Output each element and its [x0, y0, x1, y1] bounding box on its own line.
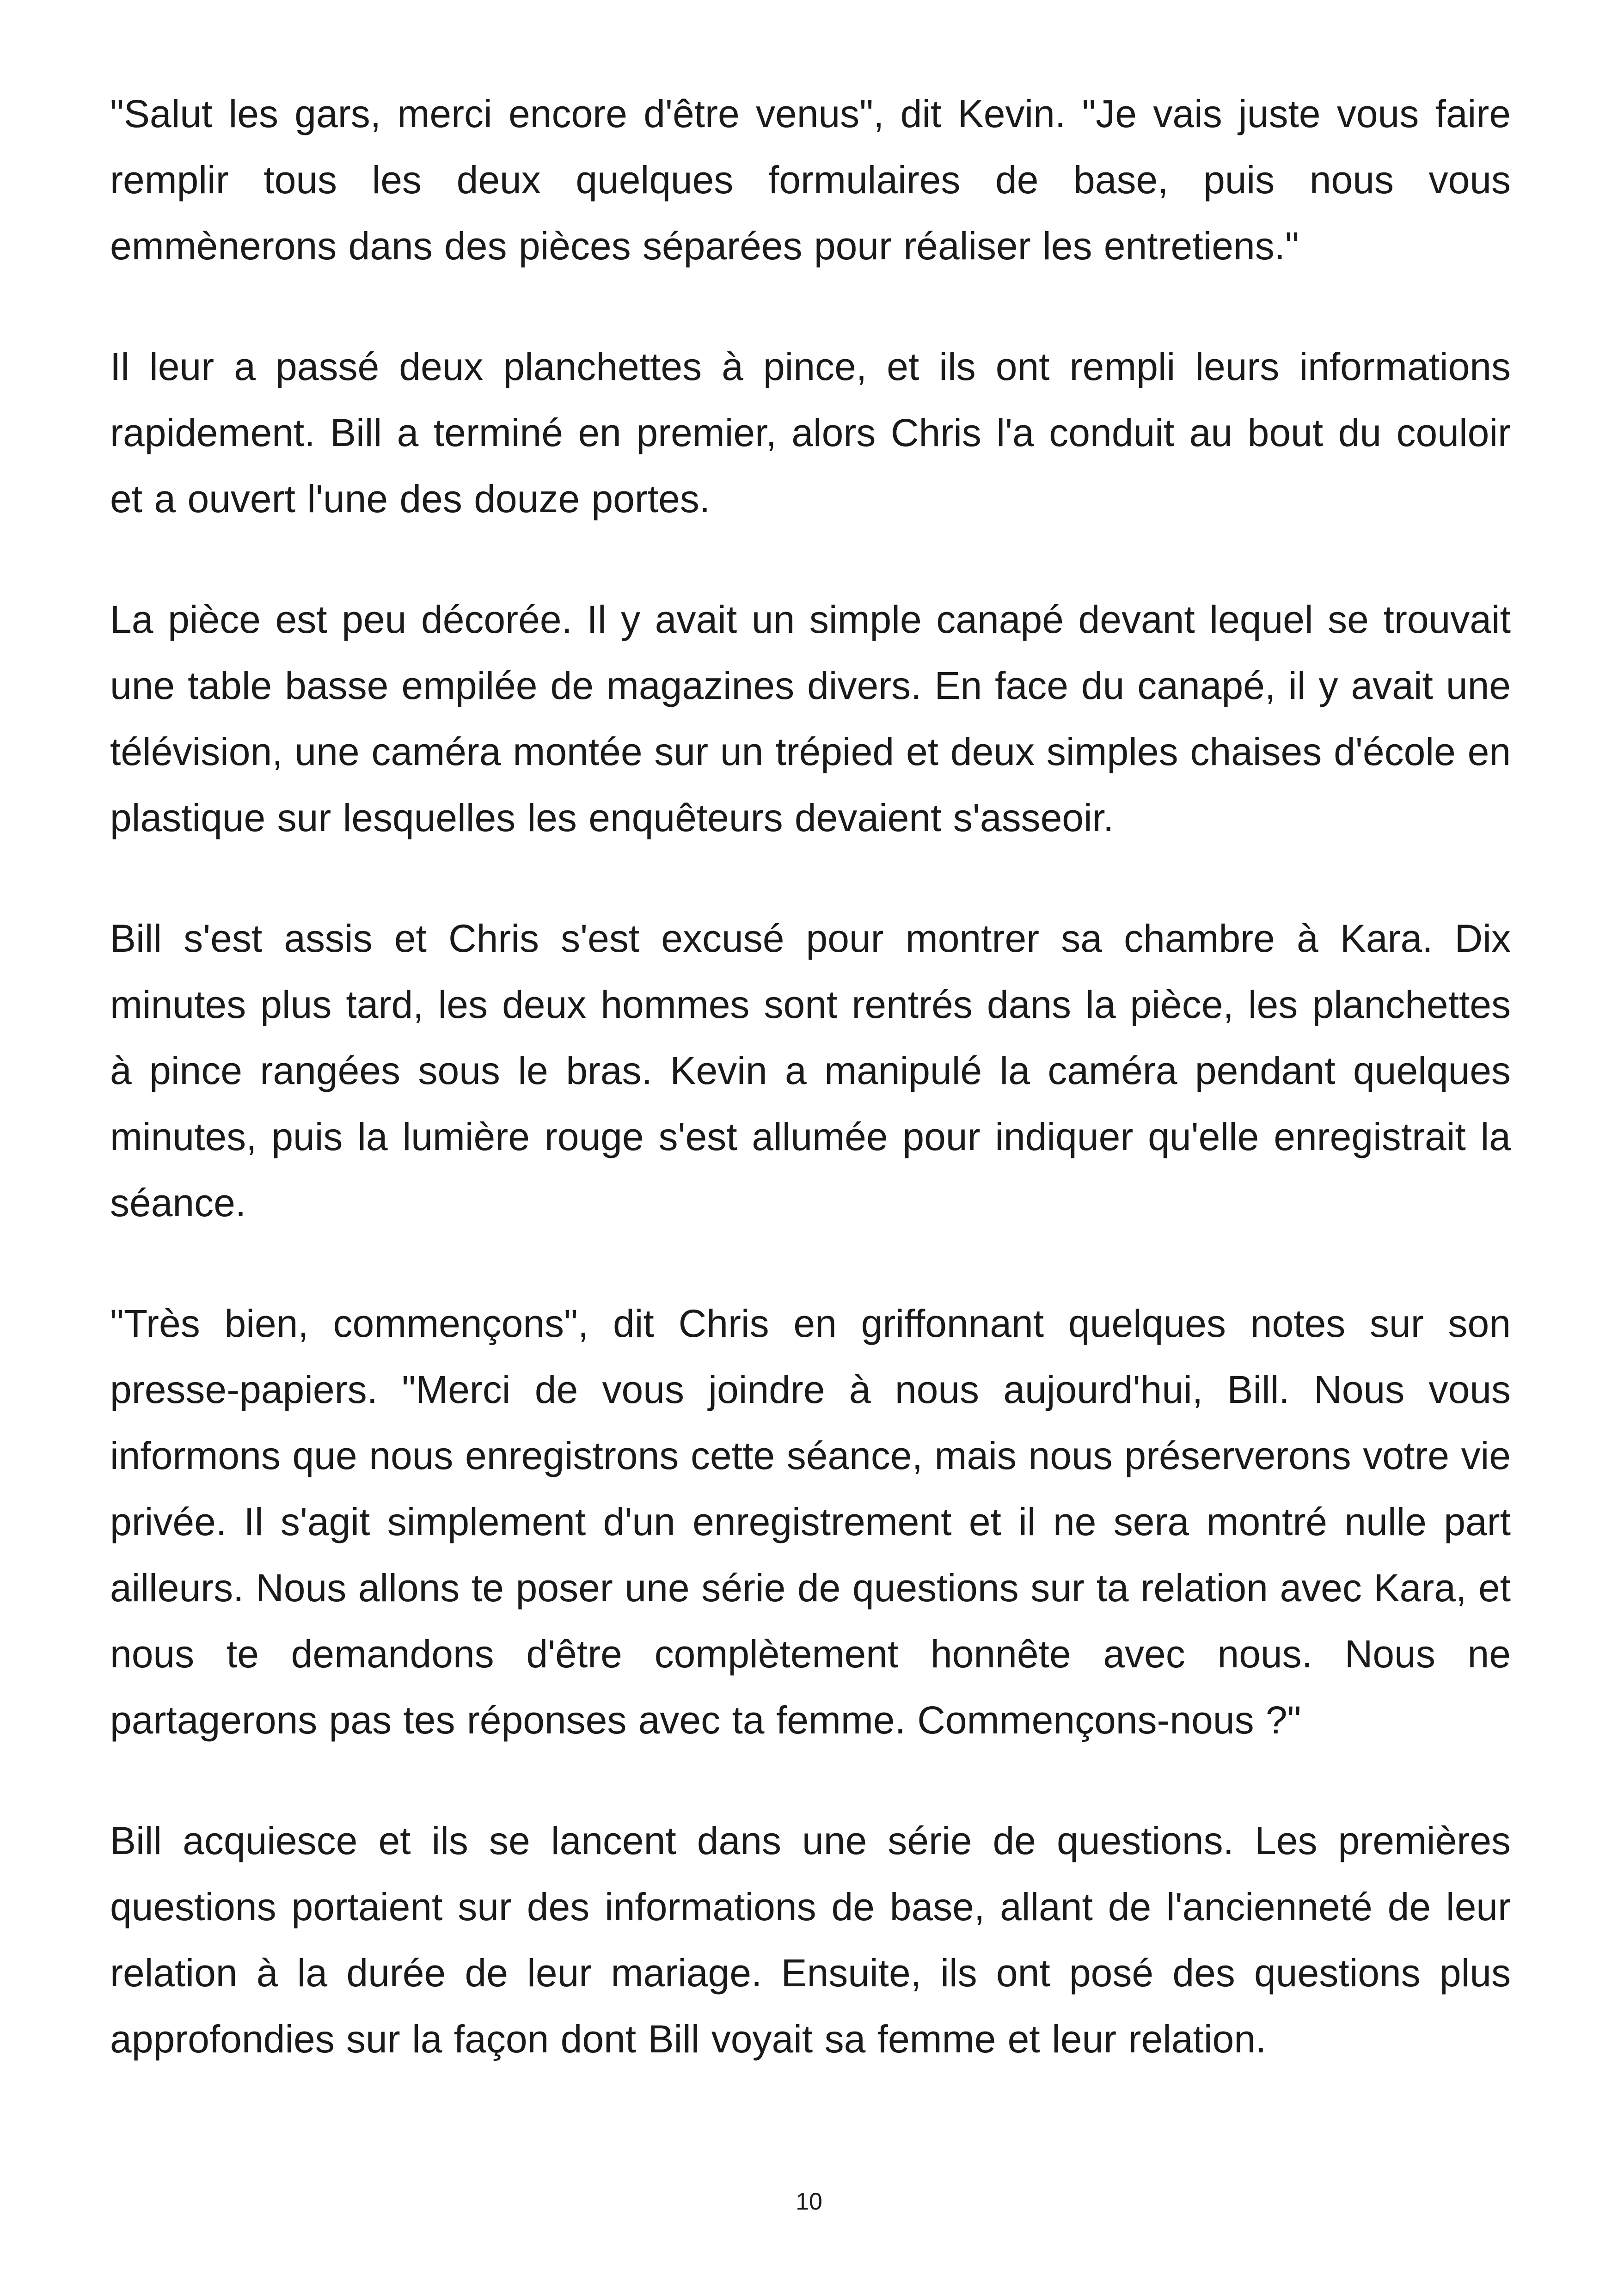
- paragraph-4: Bill s'est assis et Chris s'est excusé pour montrer sa chambre à Kara. Dix minutes plus tard, les deux hommes sont rentrés dans la pièce, les planchettes à pince rangées sous le bras. Kevin a manipulé la caméra pendant quelques minutes, puis la lumière rouge s'est allumée pour indiquer qu'elle enregistrait la séance.: [110, 917, 1511, 1225]
- page-number: 10: [796, 2188, 822, 2215]
- body-text: [110, 81, 1511, 2127]
- paragraph-2: Il leur a passé deux planchettes à pince, et ils ont rempli leurs informations rapidement. Bill a terminé en premier, alors Chris l'a conduit au bout du couloir et a ouvert l'une des douze portes.: [110, 345, 1511, 520]
- paragraph-1: "Salut les gars, merci encore d'être venus", dit Kevin. "Je vais juste vous faire remplir tous les deux quelques formulaires de base, puis nous vous emmènerons dans des pièces séparées pour réaliser les entretiens.": [110, 92, 1511, 268]
- paragraph-3: La pièce est peu décorée. Il y avait un simple canapé devant lequel se trouvait une table basse empilée de magazines divers. En face du canapé, il y avait une télévision, une caméra montée sur un trépied et deux simples chaises d'école en plastique sur lesquelles les enquêteurs devaient s'asseoir.: [110, 598, 1511, 839]
- paragraph-6: Bill acquiesce et ils se lancent dans une série de questions. Les premières questions portaient sur des informations de base, allant de l'ancienneté de leur relation à la durée de leur mariage. Ensuite, ils ont posé des questions plus approfondies sur la façon dont Bill voyait sa femme et leur relation.: [110, 1819, 1511, 2061]
- paragraph-5: "Très bien, commençons", dit Chris en griffonnant quelques notes sur son presse-papiers. "Merci de vous joindre à nous aujourd'hui, Bill. Nous vous informons que nous enregistrons cette séance, mais nous préserverons votre vie privée. Il s'agit simplement d'un enregistrement et il ne sera montré nulle part ailleurs. Nous allons te poser une série de questions sur ta relation avec Kara, et nous te demandons d'être complètement honnête avec nous. Nous ne partagerons pas tes réponses avec ta femme. Commençons-nous ?": [110, 1302, 1511, 1742]
